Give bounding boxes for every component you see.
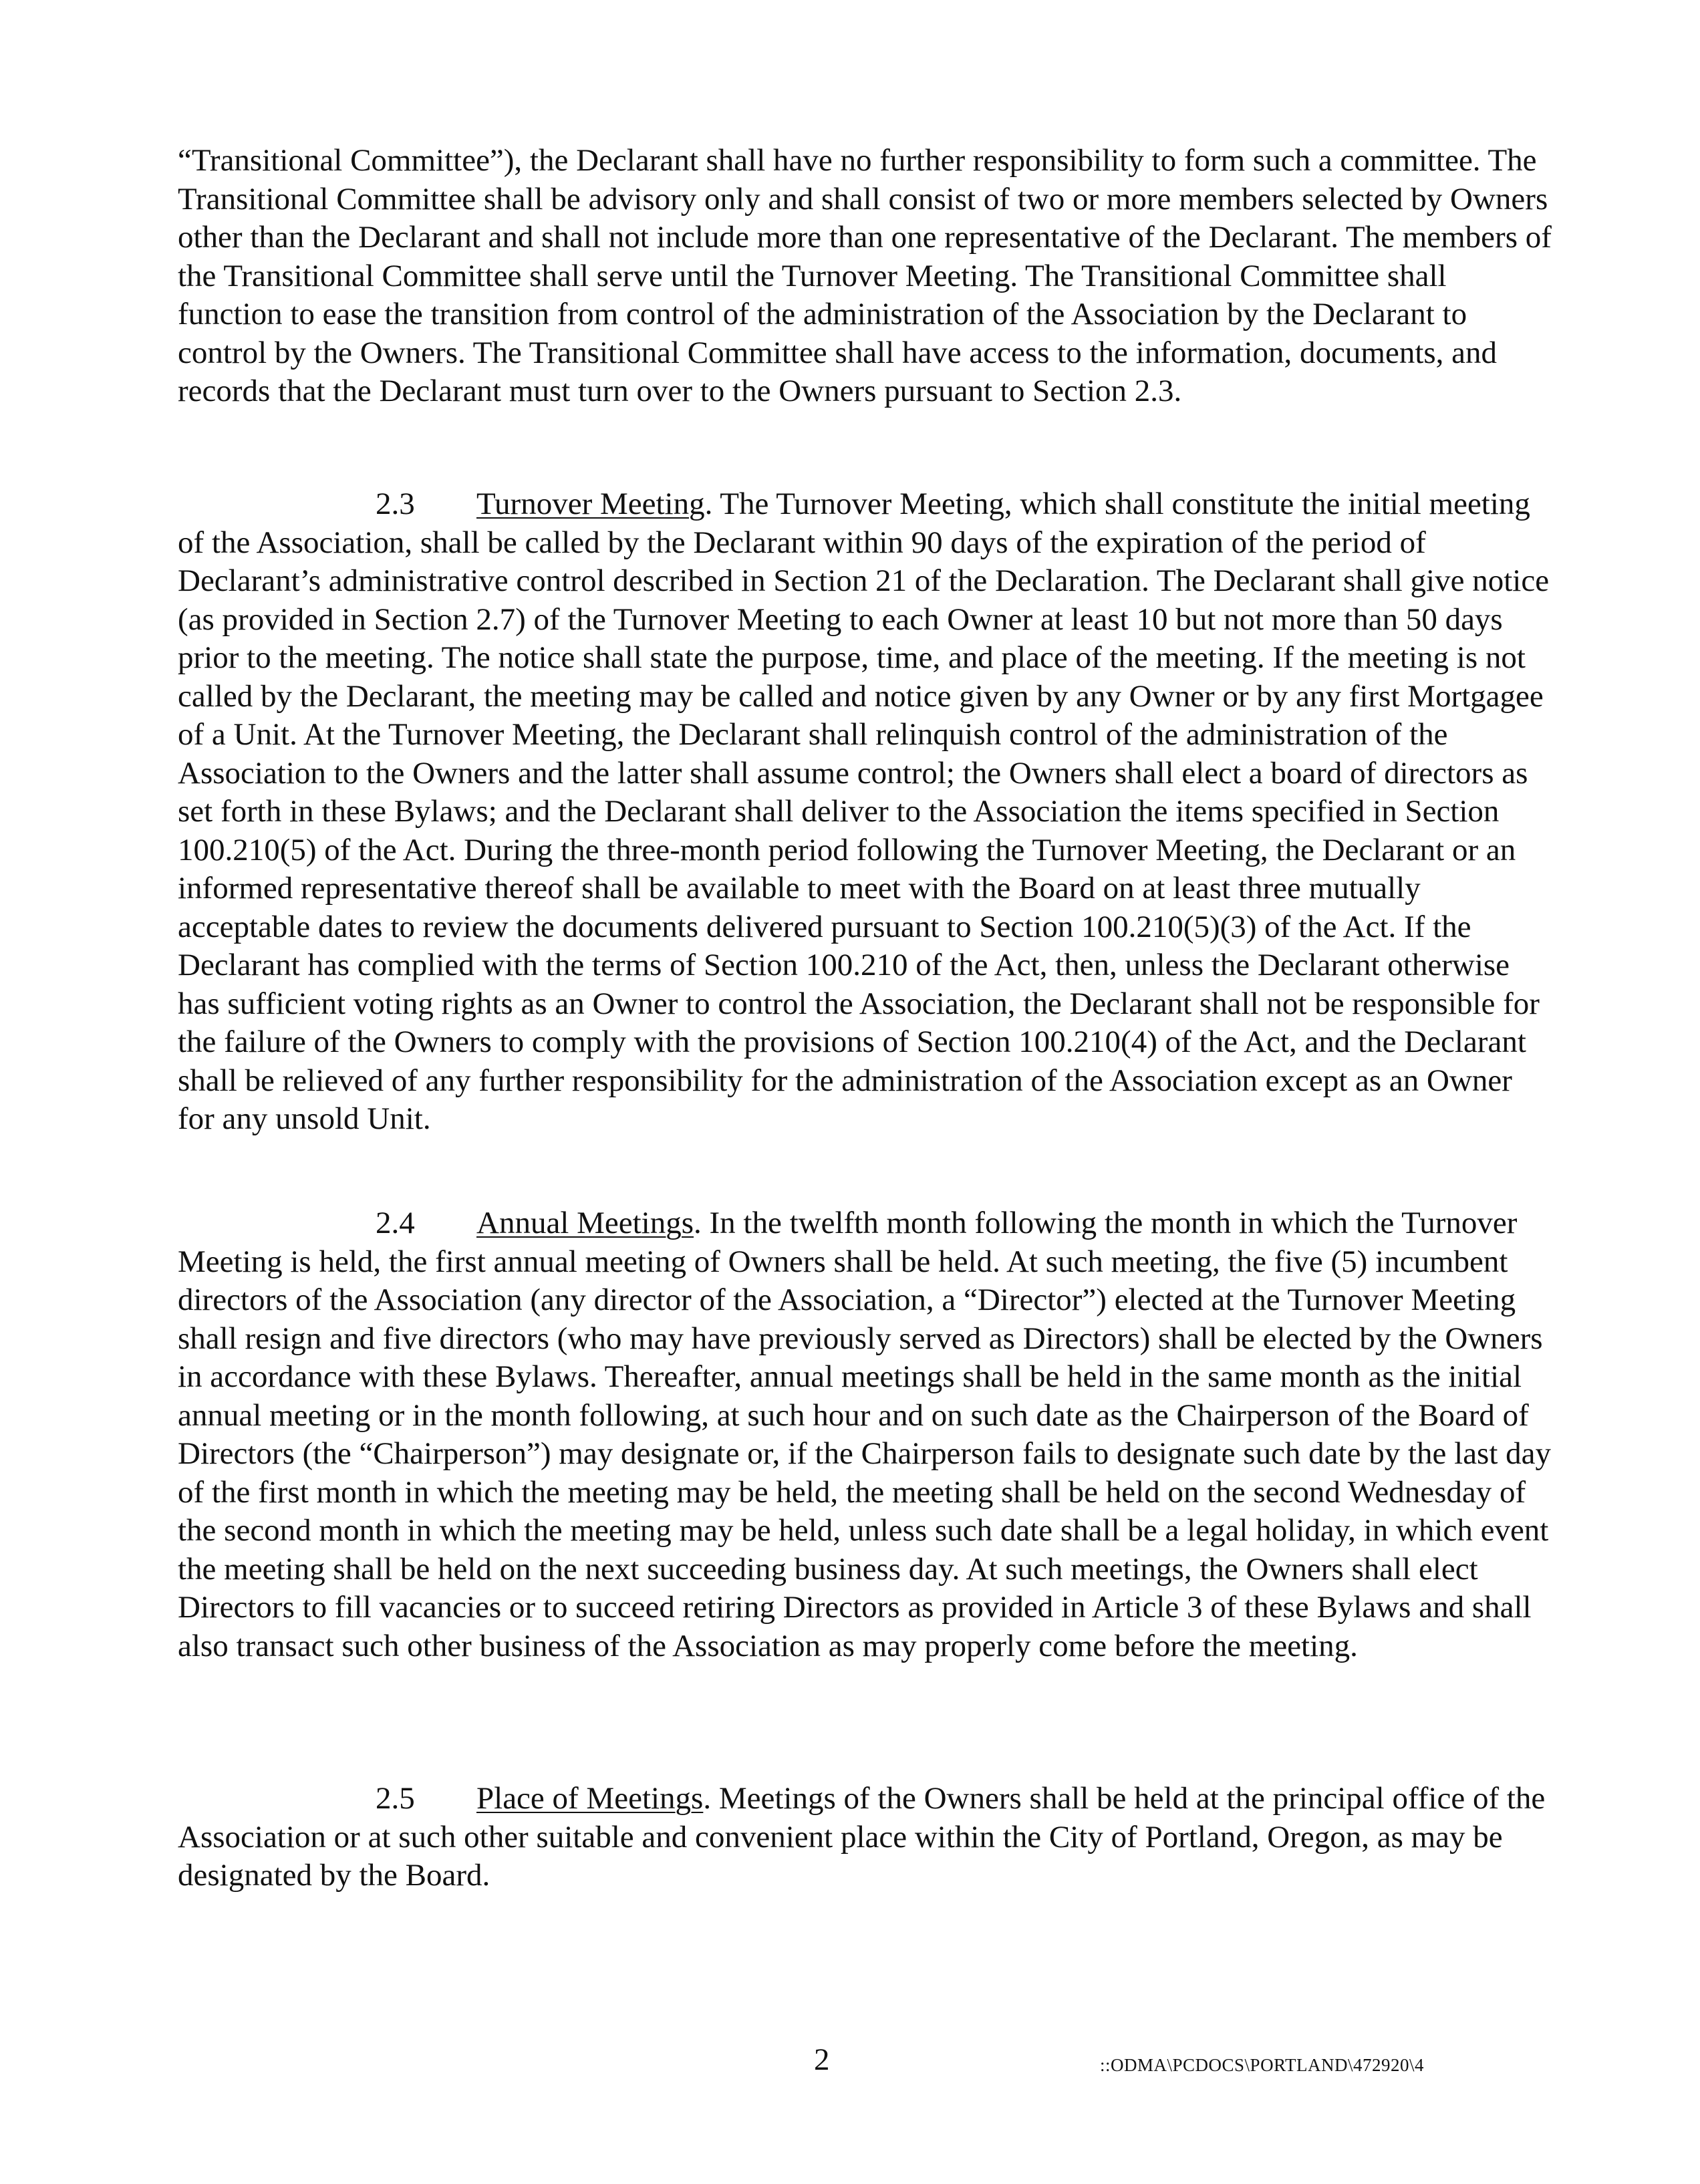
section-body: . In the twelfth month following the month in which the Turnover Meeting is held, the first annual meeting of Owners shall be held. At such meeting, the five (5) incumbent directors of the Association (any director of the Association, a “Director”) elected at the Turnover Meeting shall resign and five directors (who may have previously served as Directors) shall be elected by the Owners in accordance with these Bylaws. Thereafter, annual meetings shall be held in the same month as the initial annual meeting or in the month following, at such hour and on such date as the Chairperson of the Board of Directors (the “Chairperson”) may designate or, if the Chairperson fails to designate such date by the last day of the first month in which the meeting may be held, the meeting shall be held on the second Wednesday of the second month in which the meeting may be held, unless such date shall be a legal holiday, in which event the meeting shall be held on the next succeeding business day. At such meetings, the Owners shall elect Directors to fill vacancies or to succeed retiring Directors as provided in Article 3 of these Bylaws and shall also transact such other business of the Association as may properly come before the meeting. (178, 1206, 1552, 1663)
section-heading: Annual Meetings (476, 1206, 694, 1240)
paragraph-transitional-committee (178, 142, 1554, 411)
section-2-4 (178, 1204, 1554, 1665)
document-id: ::ODMA\PCDOCS\PORTLAND\472920\4 (1100, 2055, 1424, 2075)
page-number: 2 (814, 2042, 830, 2077)
section-body: . Meetings of the Owners shall be held at the principal office of the Association or at such other suitable and convenient place within the City of Portland, Oregon, as may be designated by the Board. (178, 1781, 1546, 1893)
section-heading: Place of Meetings (476, 1781, 704, 1816)
section-2-5 (178, 1780, 1554, 1895)
section-number: 2.5 (376, 1781, 415, 1816)
section-number: 2.4 (376, 1206, 415, 1240)
section-body: . The Turnover Meeting, which shall constitute the initial meeting of the Association, shall be called by the Declarant within 90 days of the expiration of the period of Declarant’s administrative control described in Section 21 of the Declaration. The Declarant shall give notice (as provided in Section 2.7) of the Turnover Meeting to each Owner at least 10 but not more than 50 days prior to the meeting. The notice shall state the purpose, time, and place of the meeting. If the meeting is not called by the Declarant, the meeting may be called and notice given by any Owner or by any first Mortgagee of a Unit. At the Turnover Meeting, the Declarant shall relinquish control of the administration of the Association to the Owners and the latter shall assume control; the Owners shall elect a board of directors as set forth in these Bylaws; and the Declarant shall deliver to the Association the items specified in Section 100.210(5) of the Act. During the three-month period following the Turnover Meeting, the Declarant or an informed representative thereof shall be available to meet with the Board on at least three mutually acceptable dates to review the documents delivered pursuant to Section 100.210(5)(3) of the Act. If the Declarant has complied with the terms of Section 100.210 of the Act, then, unless the Declarant otherwise has sufficient voting rights as an Owner to control the Association, the Declarant shall not be responsible for the failure of the Owners to comply with the provisions of Section 100.210(4) of the Act, and the Declarant shall be relieved of any further responsibility for the administration of the Association except as an Owner for any unsold Unit. (178, 487, 1550, 1136)
section-heading: Turnover Meeting (476, 487, 705, 521)
section-2-3 (178, 485, 1554, 1139)
section-number: 2.3 (376, 487, 415, 521)
paragraph-text: “Transitional Committee”), the Declarant shall have no further responsibility to form such a committee. The Transitional Committee shall be advisory only and shall consist of two or more members selected by Owners other than the Declarant and shall not include more than one representative of the Declarant. The members of the Transitional Committee shall serve until the Turnover Meeting. The Transitional Committee shall function to ease the transition from control of the administration of the Association by the Declarant to control by the Owners. The Transitional Committee shall have access to the information, documents, and records that the Declarant must turn over to the Owners pursuant to Section 2.3. (178, 143, 1552, 408)
